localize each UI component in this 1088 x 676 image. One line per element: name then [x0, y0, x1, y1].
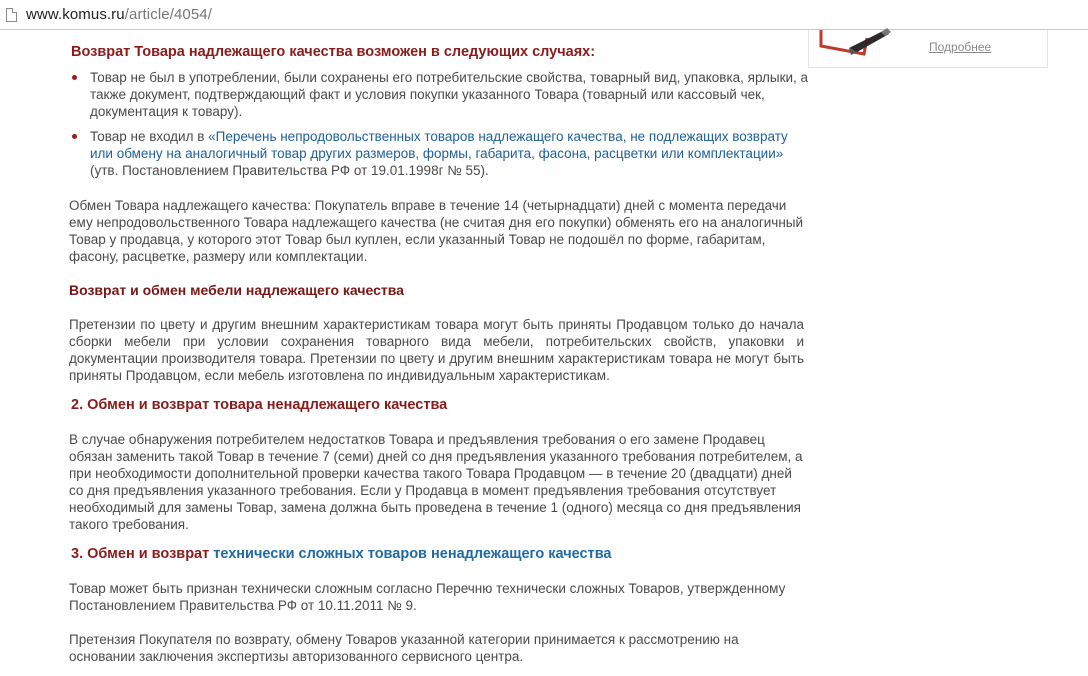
sidebar-promo-box: [808, 30, 1048, 68]
non-food-goods-list-link[interactable]: «Перечень непродовольственных товаров надлежащего качества, не подлежащих возврату или обмену на аналогичный товар других размеров, формы, габарита, фасона, расцветки или комплектации»: [90, 129, 788, 161]
more-link[interactable]: Подробнее: [929, 40, 992, 54]
section3-heading-part-b: технически сложных товаров ненадлежащего качества: [213, 546, 612, 562]
document-pen-icon: [819, 28, 899, 56]
page-icon: [6, 8, 17, 22]
heading-furniture: Возврат и обмен мебели надлежащего качества: [69, 282, 404, 298]
bullet-suffix: (утв. Постановлением Правительства РФ от 19.01.1998г № 55).: [90, 163, 489, 178]
list-item: [69, 128, 809, 179]
address-bar[interactable]: [0, 0, 1088, 30]
heading-return-conditions: Возврат Товара надлежащего качества возможен в следующих случаях:: [71, 44, 596, 60]
exchange-paragraph: Обмен Товара надлежащего качества: Покупатель вправе в течение 14 (четырнадцати) дней с момента передачи ему непродовольственного Товара надлежащего качества (не считая дня его покупки) обменять его на аналогичный Товар у продавца, у которого этот Товар был куплен, если указанный Товар не подошёл по форме, габаритам, фасону, расцветке, размеру или комплектации.: [69, 198, 804, 264]
bullet-prefix: Товар не входил в: [90, 129, 209, 144]
section3-heading-part-a: 3. Обмен и возврат: [71, 546, 214, 562]
furniture-paragraph: Претензии по цвету и другим внешним характеристикам товара могут быть приняты Продавцом только до начала сборки мебели при условии сохранения товарного вида мебели, потребительских свойств, упаковки и документации производителя товара. Претензии по цвету и другим внешним характеристикам товара не могут быть приняты Продавцом, если мебель изготовлена по индивидуальным характеристикам.: [69, 317, 804, 383]
list-item: [69, 69, 809, 120]
section3-paragraph-1: Товар может быть признан технически сложным согласно Перечню технически сложных Товаров, утвержденному Постановлением Правительства РФ от 10.11.2011 № 9.: [69, 581, 786, 613]
url-text[interactable]: [26, 6, 212, 23]
bullet-text: Товар не был в употреблении, были сохранены его потребительские свойства, товарный вид, упаковка, ярлыки, а также документ, подтверждающий факт и условия покупки указанного Товара (товарный или кассовый чек, документация к товару).: [90, 70, 809, 119]
section3-paragraph-2: Претензия Покупателя по возврату, обмену Товаров указанной категории принимается к рассмотрению на основании заключения экспертизы авторизованного сервисного центра.: [69, 632, 739, 664]
section2-paragraph: В случае обнаружения потребителем недостатков Товара и предъявления требования о его замене Продавец обязан заменить такой Товар в течение 7 (семи) дней со дня предъявления указанного требования потребителем, а при необходимости дополнительной проверки качества такого Товара Продавцом — в течение 20 (двадцати) дней со дня предъявления указанного требования. Если у Продавца в момент предъявления требования отсутствует необходимый для замены Товар, замена должна быть проведена в течение 1 (одного) месяца со дня предъявления такого требования.: [69, 432, 803, 532]
url-path: /article/4054/: [124, 6, 213, 23]
heading-section-2: 2. Обмен и возврат товара ненадлежащего качества: [71, 397, 448, 413]
return-conditions-list: [69, 69, 809, 179]
url-host: www.komus.ru: [26, 6, 125, 23]
heading-section-3: [71, 546, 612, 563]
address-field[interactable]: [4, 3, 1084, 26]
